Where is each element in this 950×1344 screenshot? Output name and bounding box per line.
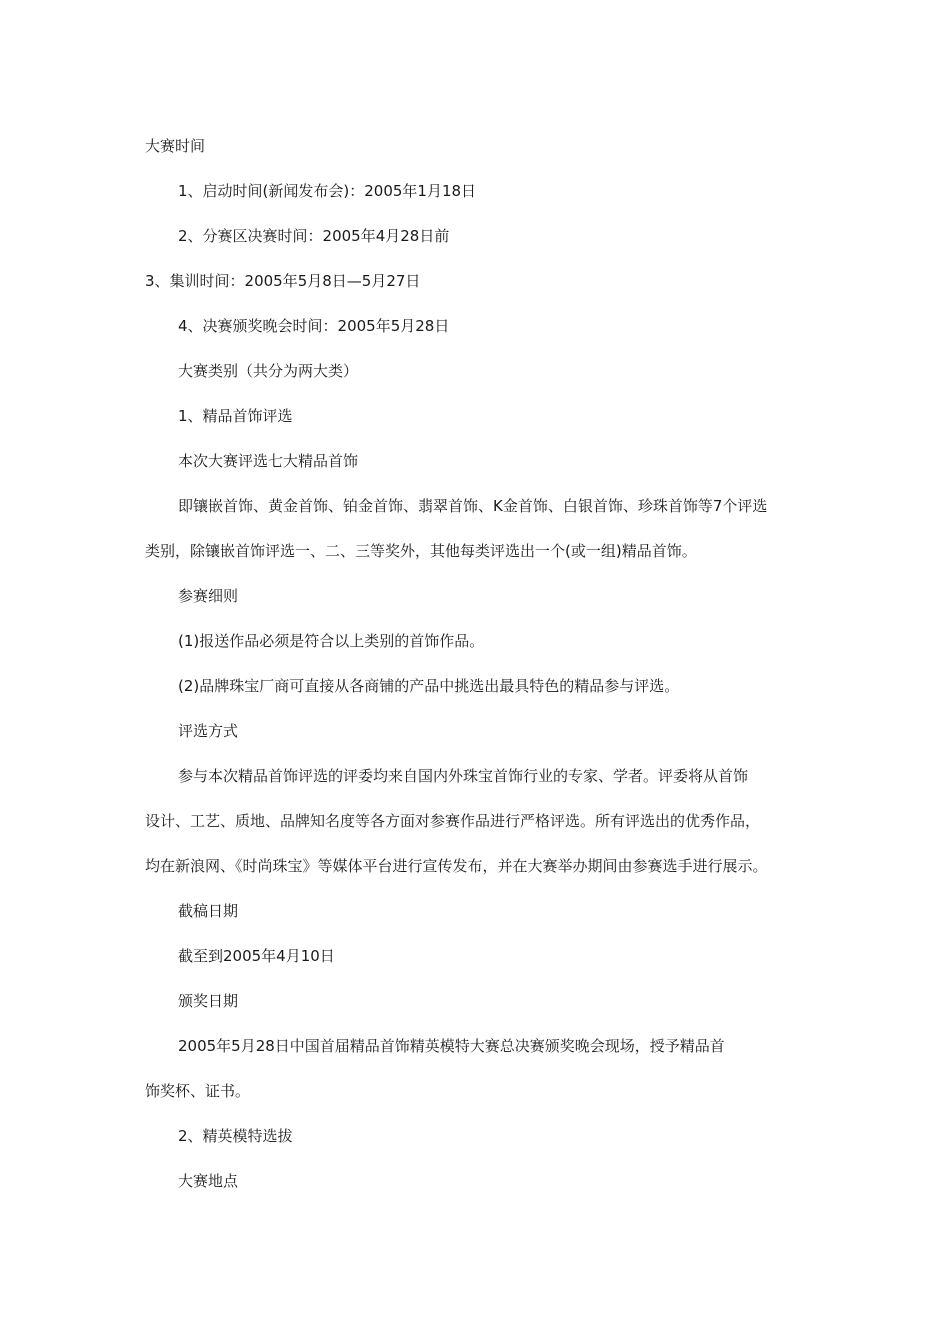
paragraph-category-list: 即镶嵌首饰、黄金首饰、铂金首饰、翡翠首饰、K金首饰、白银首饰、珍珠首饰等7个评选 (178, 497, 768, 515)
paragraph-category-list-cont: 类别，除镶嵌首饰评选一、二、三等奖外，其他每类评选出一个(或一组)精品首饰。 (145, 542, 697, 560)
subheading-model-selection: 2、精英模特选拔 (178, 1127, 293, 1145)
paragraph-final-ceremony-time: 4、决赛颁奖晚会时间：2005年5月28日 (178, 317, 450, 335)
paragraph-training-time: 3、集训时间：2005年5月8日—5月27日 (145, 272, 421, 290)
subheading-deadline: 截稿日期 (178, 902, 239, 920)
paragraph-deadline-date: 截至到2005年4月10日 (178, 947, 335, 965)
paragraph-award-ceremony: 2005年5月28日中国首届精品首饰精英模特大赛总决赛颁奖晚会现场，授予精品首 (178, 1037, 725, 1055)
document-body (145, 124, 825, 1204)
paragraph-rule-1: (1)报送作品必须是符合以上类别的首饰作品。 (178, 632, 485, 650)
subheading-award-date: 颁奖日期 (178, 992, 239, 1010)
subheading-entry-rules: 参赛细则 (178, 587, 239, 605)
paragraph-judges-cont-2: 均在新浪网、《时尚珠宝》等媒体平台进行宣传发布，并在大赛举办期间由参赛选手进行展示。 (145, 857, 768, 875)
subheading-venue: 大赛地点 (178, 1172, 239, 1190)
paragraph-rule-2: (2)品牌珠宝厂商可直接从各商铺的产品中挑选出最具特色的精品参与评选。 (178, 677, 680, 695)
paragraph-launch-time: 1、启动时间(新闻发布会)：2005年1月18日 (178, 182, 477, 200)
paragraph-seven-categories: 本次大赛评选七大精品首饰 (178, 452, 359, 470)
paragraph-judges: 参与本次精品首饰评选的评委均来自国内外珠宝首饰行业的专家、学者。评委将从首饰 (178, 767, 749, 785)
section-heading-competition-time: 大赛时间 (145, 137, 206, 155)
subheading-jewelry-selection: 1、精品首饰评选 (178, 407, 293, 425)
subheading-selection-method: 评选方式 (178, 722, 239, 740)
paragraph-judges-cont-1: 设计、工艺、质地、品牌知名度等各方面对参赛作品进行严格评选。所有评选出的优秀作品， (145, 812, 761, 830)
paragraph-division-final-time: 2、分赛区决赛时间：2005年4月28日前 (178, 227, 450, 245)
section-heading-categories: 大赛类别（共分为两大类） (178, 362, 359, 380)
paragraph-award-ceremony-cont: 饰奖杯、证书。 (145, 1082, 251, 1100)
